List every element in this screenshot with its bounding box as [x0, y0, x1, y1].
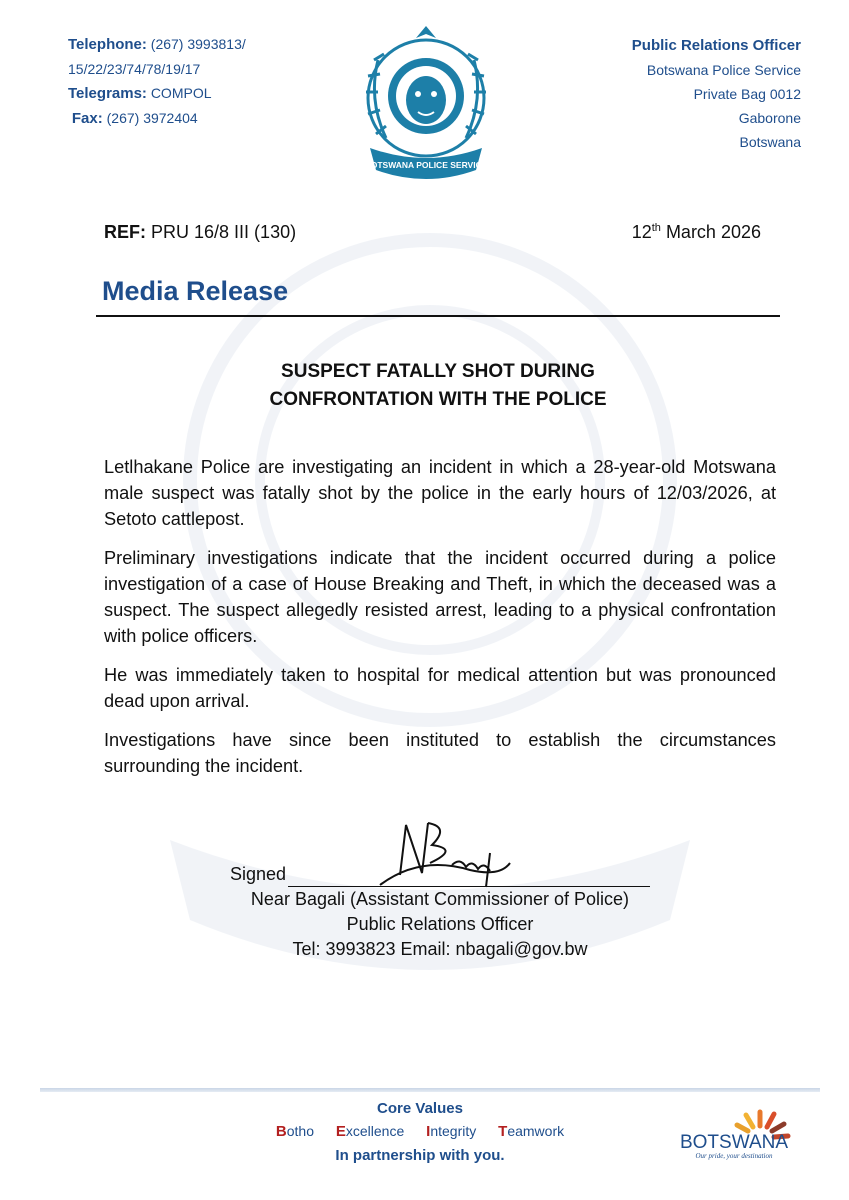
fax-value: (267) 3972404 — [106, 110, 198, 126]
body-paragraph: Letlhakane Police are investigating an incident in which a 28-year-old Motswana male suspect was fatally shot by the police in the early hours of 12/03/2026, at Setoto cattlepost. — [104, 457, 776, 529]
signatory-name: Near Bagali (Assistant Commissioner of Police) — [250, 889, 630, 909]
address-line: Botswana Police Service — [646, 62, 801, 78]
telephone-label: Telephone: — [68, 36, 147, 53]
date-suffix: th — [651, 222, 661, 234]
telephone-extensions: 15/22/23/74/78/19/17 — [68, 61, 201, 77]
title-divider — [96, 315, 780, 317]
release-date — [632, 222, 761, 243]
botswana-brand-logo — [664, 1100, 804, 1160]
value-rest: ntegrity — [430, 1123, 477, 1139]
value-excellence — [336, 1123, 404, 1139]
core-values-block — [250, 1098, 590, 1169]
police-crest-logo — [356, 20, 496, 190]
address-line: Gaborone — [738, 110, 801, 126]
value-initial: I — [426, 1123, 431, 1140]
ref-label: REF: — [104, 222, 146, 242]
telegrams-value: COMPOL — [150, 85, 212, 101]
headline — [96, 358, 780, 414]
date-rest: March 2026 — [665, 222, 761, 242]
signature-underline — [288, 868, 650, 887]
reference-line — [104, 222, 296, 243]
brand-name: BOTSWANA — [679, 1132, 789, 1153]
headline-line: SUSPECT FATALLY SHOT DURING — [281, 361, 595, 382]
telegrams-label: Telegrams: — [68, 85, 147, 102]
date-day: 12 — [631, 222, 652, 242]
body-paragraph: He was immediately taken to hospital for medical attention but was pronounced dead upon arrival. — [104, 665, 776, 711]
crest-text: BOTSWANA POLICE SERVICE — [364, 160, 488, 170]
fax-label: Fax: — [71, 110, 103, 127]
address-line: Private Bag 0012 — [693, 86, 801, 102]
value-teamwork — [498, 1123, 564, 1139]
value-rest: xcellence — [345, 1123, 405, 1139]
value-integrity — [426, 1123, 476, 1139]
value-initial: T — [498, 1123, 508, 1140]
signed-line — [230, 862, 650, 887]
footer-divider — [40, 1088, 820, 1092]
value-initial: B — [275, 1123, 287, 1140]
signature-block — [230, 862, 650, 962]
headline-line: CONFRONTATION WITH THE POLICE — [269, 389, 607, 410]
office-address-block — [632, 34, 801, 154]
body-paragraph: Investigations have since been instituted to establish the circumstances surrounding the incident. — [104, 730, 776, 776]
signatory-title: Public Relations Officer — [346, 914, 534, 934]
contact-block — [68, 32, 246, 131]
value-initial: E — [335, 1123, 346, 1140]
office-title: Public Relations Officer — [631, 37, 801, 54]
core-values-list — [250, 1120, 590, 1143]
body-paragraph: Preliminary investigations indicate that the incident occurred during a police investigation of a case of House Breaking and Theft, in which the deceased was a suspect. The suspect allegedly resisted arrest, leading to a physical confrontation with police officers. — [104, 548, 776, 646]
brand-slogan: Our pride, your destination — [695, 1152, 773, 1160]
value-rest: eamwork — [507, 1123, 565, 1139]
telephone-value: (267) 3993813/ — [150, 36, 246, 52]
signatory-contact: Tel: 3993823 Email: nbagali@gov.bw — [292, 939, 588, 959]
address-line: Botswana — [739, 134, 801, 150]
media-release-title: Media Release — [102, 276, 289, 306]
tagline: In partnership with you. — [335, 1147, 505, 1164]
value-botho — [276, 1123, 314, 1139]
signed-label: Signed — [230, 864, 287, 884]
core-values-title: Core Values — [377, 1100, 463, 1117]
ref-value: PRU 16/8 III (130) — [151, 222, 297, 242]
value-rest: otho — [286, 1123, 314, 1139]
release-body — [104, 454, 776, 792]
